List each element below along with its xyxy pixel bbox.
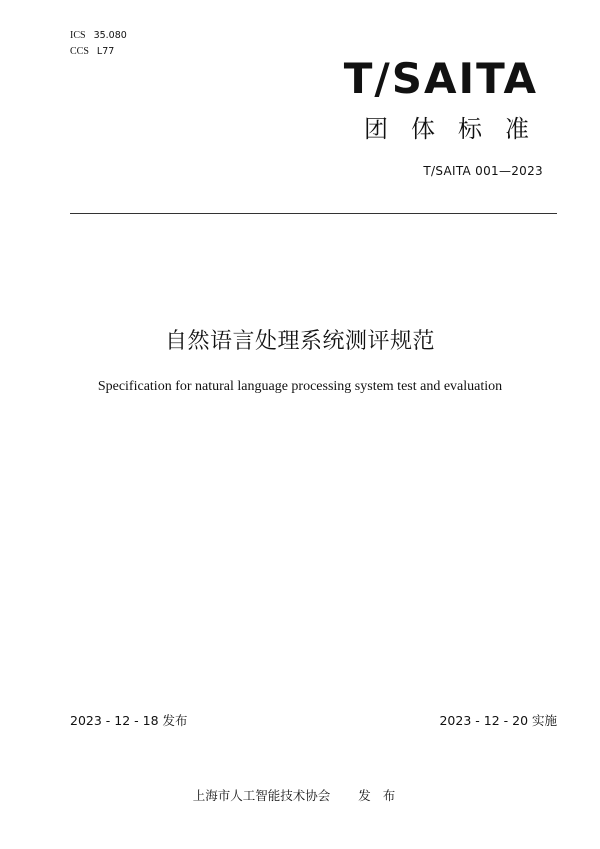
ccs-line <box>70 46 114 58</box>
ics-line <box>70 30 127 42</box>
issue-date: 2023 - 12 - 18 发布 <box>70 713 188 728</box>
standard-type: 团体标准 <box>364 115 552 143</box>
ics-label: ICS <box>70 30 86 41</box>
header-divider <box>70 213 557 214</box>
publisher-line <box>0 788 600 804</box>
ics-code: 35.080 <box>93 30 127 41</box>
title-english: Specification for natural language processing system test and evaluation <box>97 379 503 394</box>
ccs-code: L77 <box>96 46 115 57</box>
implementation-date: 2023 - 12 - 20 实施 <box>439 713 557 728</box>
publish-action: 发布 <box>358 788 408 803</box>
standard-number: T/SAITA 001—2023 <box>423 164 543 178</box>
ccs-label: CCS <box>70 46 89 57</box>
organization-code: T/SAITA <box>343 54 538 103</box>
publisher-name: 上海市人工智能技术协会 <box>192 788 331 803</box>
title-chinese: 自然语言处理系统测评规范 <box>164 329 435 354</box>
